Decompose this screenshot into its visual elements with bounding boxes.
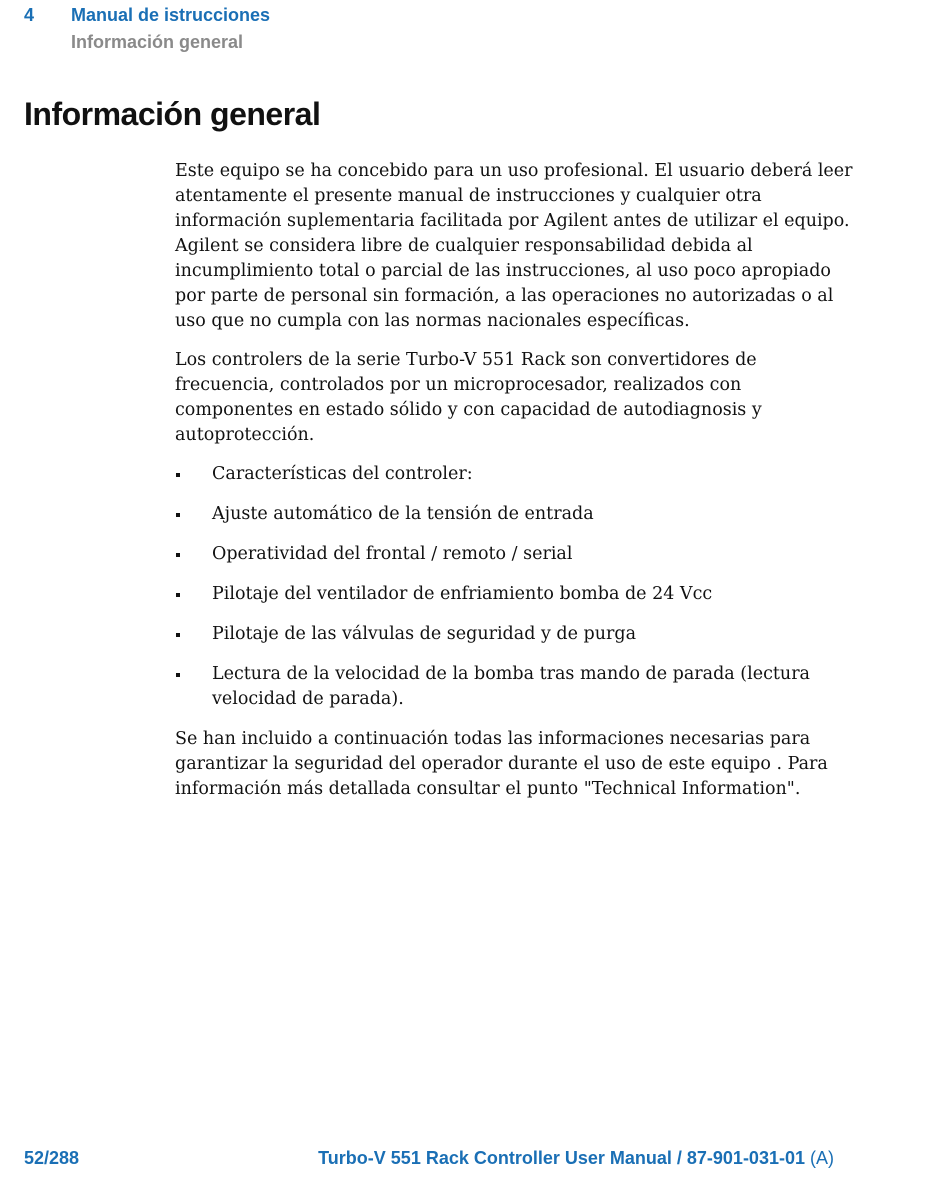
list-item-text: Características del controler: <box>212 464 473 484</box>
list-item-text: Pilotaje de las válvulas de seguridad y de purga <box>212 624 636 644</box>
safety-paragraph: Se han incluido a continuación todas las informaciones necesarias para garantizar la seguridad del operador durante el uso de este equipo . Para información más detallada consultar el punto "Technical Information". <box>175 729 828 799</box>
list-item <box>175 582 855 607</box>
controller-description-paragraph: Los controlers de la serie Turbo-V 551 Rack son convertidores de frecuencia, controlados por un microprocesador, realizados con componentes en estado sólido y con capacidad de autodiagnosis y autoprotección. <box>175 350 762 445</box>
manual-reference <box>318 1148 834 1169</box>
list-item-text: Lectura de la velocidad de la bomba tras mando de parada (lectura velocidad de parada). <box>212 664 810 709</box>
page-title: Información general <box>24 96 321 132</box>
list-item <box>175 542 855 567</box>
list-item <box>175 502 855 527</box>
intro-paragraph: Este equipo se ha concebido para un uso profesional. El usuario deberá leer atentamente el presente manual de instrucciones y cualquier otra información suplementaria facilitada por Agilent antes de utilizar el equipo. Agilent se considera libre de cualquier responsabilidad debida al incumplimiento total o parcial de las instrucciones, al uso poco apropiado por parte de personal sin formación, a las operaciones no autorizadas o al uso que no cumpla con las normas nacionales específicas. <box>175 161 853 331</box>
page-footer <box>24 1148 834 1169</box>
list-item <box>175 662 855 712</box>
list-item <box>175 622 855 647</box>
list-item-text: Ajuste automático de la tensión de entrada <box>212 504 594 524</box>
list-item-text: Pilotaje del ventilador de enfriamiento bomba de 24 Vcc <box>212 584 713 604</box>
feature-list <box>175 462 855 712</box>
manual-title: Turbo-V 551 Rack Controller User Manual / 87-901-031-01 <box>318 1148 805 1168</box>
list-item <box>175 462 855 487</box>
section-title: Información general <box>71 32 244 52</box>
chapter-number: 4 <box>24 5 35 25</box>
list-item-text: Operatividad del frontal / remoto / serial <box>212 544 573 564</box>
revision-label: (A) <box>810 1148 834 1168</box>
chapter-heading <box>24 2 270 29</box>
chapter-title: Manual de istrucciones <box>71 5 271 25</box>
page-header <box>24 2 270 56</box>
page-number: 52/288 <box>24 1148 80 1168</box>
body-content <box>175 159 855 816</box>
section-heading <box>24 29 270 56</box>
